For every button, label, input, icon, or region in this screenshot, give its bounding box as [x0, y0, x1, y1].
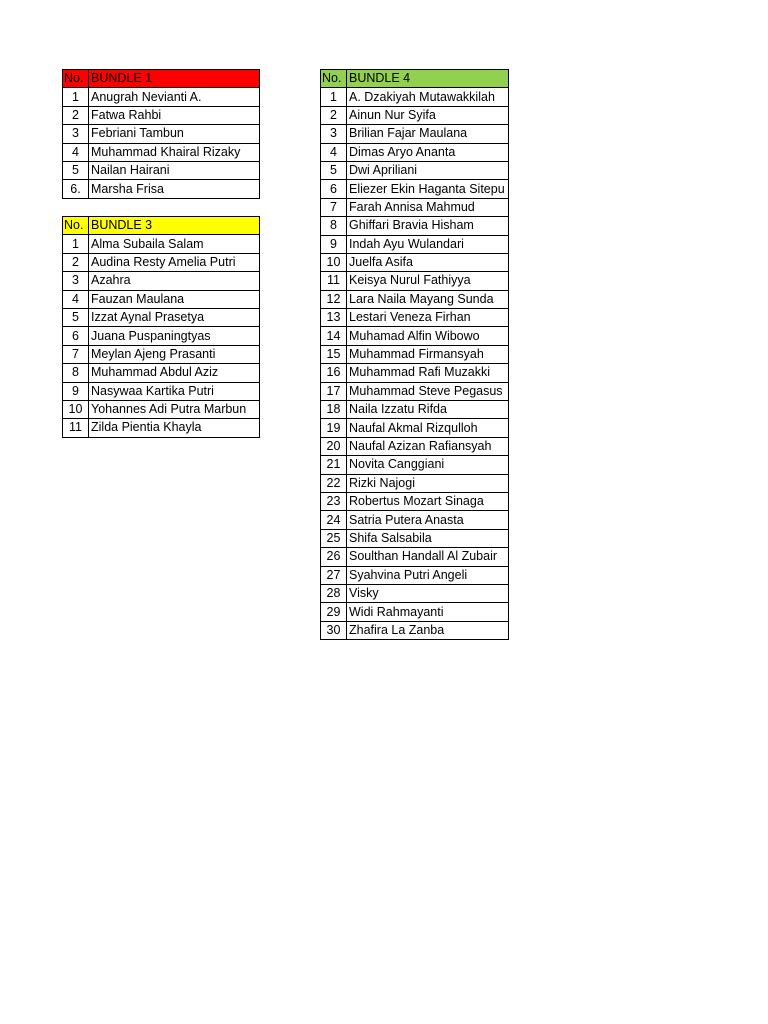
member-name: Naufal Akmal Rizqulloh	[347, 419, 509, 437]
member-name: Dimas Aryo Ananta	[347, 143, 509, 161]
member-name: Muhammad Firmansyah	[347, 345, 509, 363]
row-number: 15	[321, 345, 347, 363]
bundle-3-table	[62, 216, 260, 438]
bundle-1-table	[62, 69, 260, 199]
table-row	[321, 345, 509, 363]
header-no-label: No.	[63, 70, 89, 88]
member-name: Syahvina Putri Angeli	[347, 566, 509, 584]
row-number: 29	[321, 603, 347, 621]
member-name: A. Dzakiyah Mutawakkilah	[347, 88, 509, 106]
row-number: 23	[321, 492, 347, 510]
row-number: 6.	[63, 180, 89, 198]
member-name: Marsha Frisa	[89, 180, 260, 198]
row-number: 1	[321, 88, 347, 106]
table-row	[321, 198, 509, 216]
table-row	[321, 492, 509, 510]
member-name: Novita Canggiani	[347, 456, 509, 474]
row-number: 11	[63, 419, 89, 437]
member-name: Lara Naila Mayang Sunda	[347, 290, 509, 308]
member-name: Farah Annisa Mahmud	[347, 198, 509, 216]
row-number: 24	[321, 511, 347, 529]
row-number: 7	[63, 345, 89, 363]
table-row	[321, 584, 509, 602]
table-row	[63, 106, 260, 124]
row-number: 18	[321, 401, 347, 419]
row-number: 19	[321, 419, 347, 437]
row-number: 16	[321, 364, 347, 382]
table-row	[321, 511, 509, 529]
row-number: 7	[321, 198, 347, 216]
table-row	[321, 125, 509, 143]
row-number: 9	[63, 382, 89, 400]
table-row	[63, 419, 260, 437]
table-row	[321, 290, 509, 308]
table-row	[321, 566, 509, 584]
row-number: 5	[63, 308, 89, 326]
member-name: Naila Izzatu Rifda	[347, 401, 509, 419]
row-number: 5	[63, 161, 89, 179]
member-name: Anugrah Nevianti A.	[89, 88, 260, 106]
member-name: Febriani Tambun	[89, 125, 260, 143]
member-name: Keisya Nurul Fathiyya	[347, 272, 509, 290]
table-row	[321, 143, 509, 161]
table-row	[321, 309, 509, 327]
row-number: 13	[321, 309, 347, 327]
bundle-header-row	[321, 70, 509, 88]
row-number: 26	[321, 548, 347, 566]
table-row	[321, 161, 509, 179]
table-row	[321, 235, 509, 253]
member-name: Satria Putera Anasta	[347, 511, 509, 529]
table-row	[63, 143, 260, 161]
row-number: 10	[63, 400, 89, 418]
header-no-label: No.	[321, 70, 347, 88]
table-row	[321, 364, 509, 382]
table-row	[63, 161, 260, 179]
member-name: Brilian Fajar Maulana	[347, 125, 509, 143]
table-row	[321, 382, 509, 400]
table-row	[321, 180, 509, 198]
table-row	[63, 180, 260, 198]
row-number: 27	[321, 566, 347, 584]
row-number: 4	[63, 290, 89, 308]
table-row	[63, 364, 260, 382]
member-name: Juelfa Asifa	[347, 253, 509, 271]
member-name: Audina Resty Amelia Putri	[89, 253, 260, 271]
bundle-title: BUNDLE 3	[89, 217, 260, 235]
member-name: Izzat Aynal Prasetya	[89, 308, 260, 326]
bundle-header-row	[63, 70, 260, 88]
member-name: Muhammad Rafi Muzakki	[347, 364, 509, 382]
member-name: Fauzan Maulana	[89, 290, 260, 308]
table-row	[63, 345, 260, 363]
row-number: 3	[63, 272, 89, 290]
member-name: Dwi Apriliani	[347, 161, 509, 179]
table-row	[63, 308, 260, 326]
row-number: 21	[321, 456, 347, 474]
row-number: 3	[321, 125, 347, 143]
row-number: 1	[63, 235, 89, 253]
table-row	[63, 88, 260, 106]
member-name: Nailan Hairani	[89, 161, 260, 179]
member-name: Eliezer Ekin Haganta Sitepu	[347, 180, 509, 198]
table-row	[321, 401, 509, 419]
member-name: Soulthan Handall Al Zubair	[347, 548, 509, 566]
member-name: Zilda Pientia Khayla	[89, 419, 260, 437]
table-row	[321, 106, 509, 124]
row-number: 2	[63, 106, 89, 124]
member-name: Rizki Najogi	[347, 474, 509, 492]
table-row	[63, 125, 260, 143]
table-row	[63, 235, 260, 253]
bundle-header-row	[63, 217, 260, 235]
bundle-title: BUNDLE 4	[347, 70, 509, 88]
table-row	[63, 253, 260, 271]
table-row	[321, 253, 509, 271]
member-name: Fatwa Rahbi	[89, 106, 260, 124]
table-row	[321, 419, 509, 437]
table-row	[63, 327, 260, 345]
member-name: Visky	[347, 584, 509, 602]
table-row	[321, 621, 509, 639]
table-row	[63, 382, 260, 400]
row-number: 10	[321, 253, 347, 271]
row-number: 17	[321, 382, 347, 400]
table-row	[321, 603, 509, 621]
member-name: Muhammad Abdul Aziz	[89, 364, 260, 382]
member-name: Juana Puspaningtyas	[89, 327, 260, 345]
row-number: 22	[321, 474, 347, 492]
row-number: 9	[321, 235, 347, 253]
row-number: 3	[63, 125, 89, 143]
row-number: 1	[63, 88, 89, 106]
table-row	[63, 272, 260, 290]
header-no-label: No.	[63, 217, 89, 235]
row-number: 6	[63, 327, 89, 345]
row-number: 8	[63, 364, 89, 382]
member-name: Zhafira La Zanba	[347, 621, 509, 639]
member-name: Nasywaa Kartika Putri	[89, 382, 260, 400]
table-row	[321, 327, 509, 345]
row-number: 8	[321, 217, 347, 235]
row-number: 11	[321, 272, 347, 290]
row-number: 30	[321, 621, 347, 639]
member-name: Robertus Mozart Sinaga	[347, 492, 509, 510]
member-name: Muhamad Alfin Wibowo	[347, 327, 509, 345]
row-number: 12	[321, 290, 347, 308]
table-row	[321, 272, 509, 290]
member-name: Naufal Azizan Rafiansyah	[347, 437, 509, 455]
member-name: Yohannes Adi Putra Marbun	[89, 400, 260, 418]
row-number: 4	[63, 143, 89, 161]
member-name: Ainun Nur Syifa	[347, 106, 509, 124]
row-number: 2	[321, 106, 347, 124]
row-number: 14	[321, 327, 347, 345]
table-row	[321, 474, 509, 492]
row-number: 28	[321, 584, 347, 602]
table-row	[321, 217, 509, 235]
table-row	[321, 437, 509, 455]
row-number: 6	[321, 180, 347, 198]
row-number: 2	[63, 253, 89, 271]
member-name: Indah Ayu Wulandari	[347, 235, 509, 253]
row-number: 25	[321, 529, 347, 547]
member-name: Alma Subaila Salam	[89, 235, 260, 253]
member-name: Meylan Ajeng Prasanti	[89, 345, 260, 363]
member-name: Azahra	[89, 272, 260, 290]
member-name: Ghiffari Bravia Hisham	[347, 217, 509, 235]
member-name: Widi Rahmayanti	[347, 603, 509, 621]
row-number: 5	[321, 161, 347, 179]
table-row	[321, 88, 509, 106]
table-row	[321, 548, 509, 566]
row-number: 4	[321, 143, 347, 161]
member-name: Muhammad Khairal Rizaky	[89, 143, 260, 161]
member-name: Muhammad Steve Pegasus	[347, 382, 509, 400]
bundle-title: BUNDLE 1	[89, 70, 260, 88]
table-row	[63, 400, 260, 418]
row-number: 20	[321, 437, 347, 455]
table-row	[321, 529, 509, 547]
table-row	[63, 290, 260, 308]
member-name: Shifa Salsabila	[347, 529, 509, 547]
bundle-4-table	[320, 69, 509, 640]
member-name: Lestari Veneza Firhan	[347, 309, 509, 327]
table-row	[321, 456, 509, 474]
